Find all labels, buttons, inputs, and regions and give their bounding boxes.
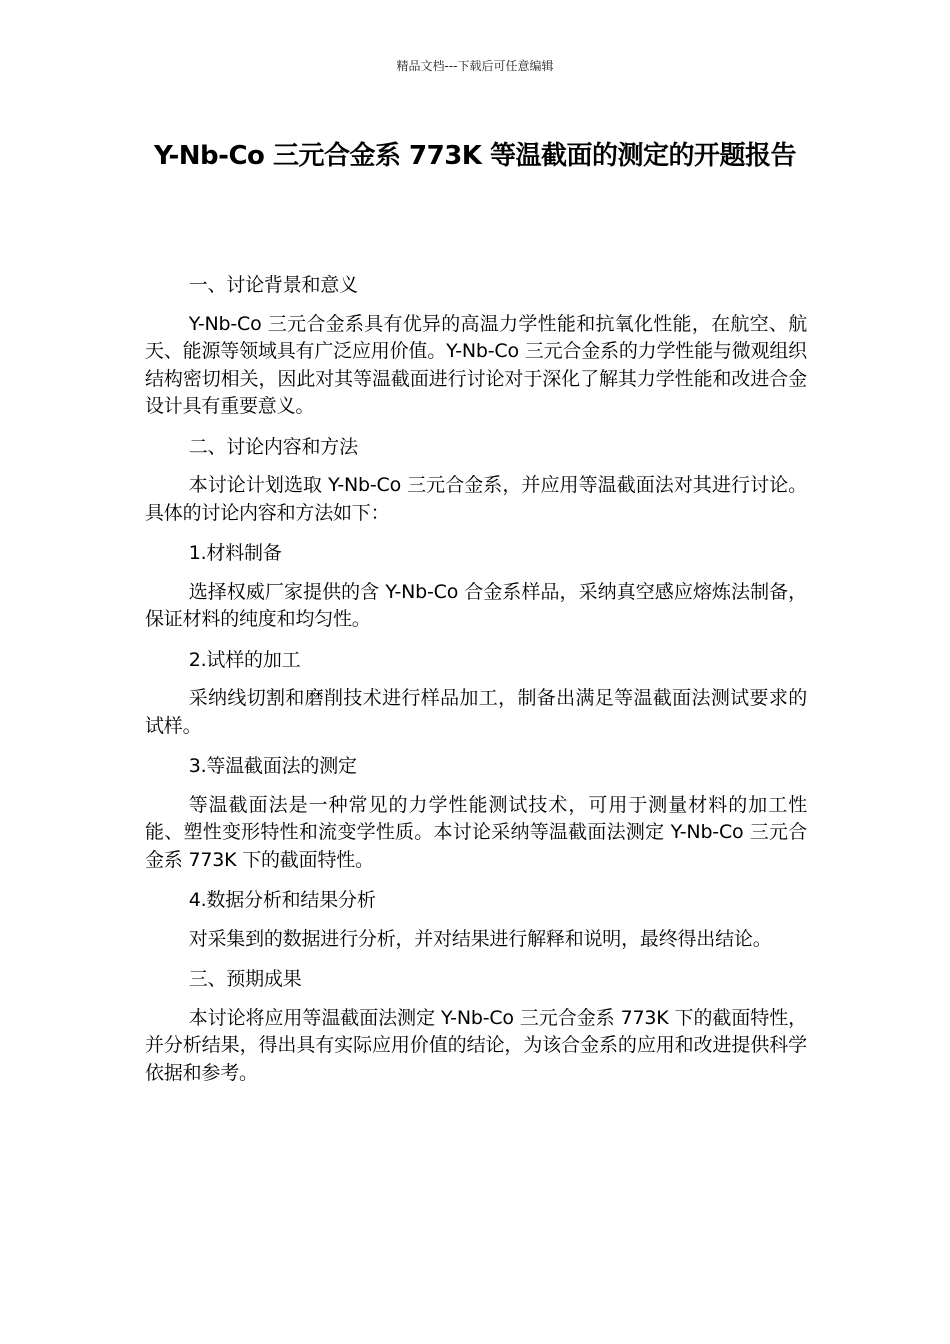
- document-title: Y-Nb-Co 三元合金系 773K 等温截面的测定的开题报告: [154, 141, 796, 171]
- section-heading-expected-results: 三、预期成果: [188, 968, 302, 990]
- paragraph-material-prep: 选择权威厂家提供的含 Y-Nb-Co 合金系样品，采纳真空感应熔炼法制备，保证材料的纯度和均匀性。: [145, 580, 807, 630]
- paragraph-background: Y-Nb-Co 三元合金系具有优异的高温力学性能和抗氧化性能，在航空、航天、能源等领域具有广泛应用价值。Y-Nb-Co 三元合金系的力学性能与微观组织结构密切相关，因此对其等温截面进行讨论对于深化了解其力学性能和改进合金设计具有重要意义。: [145, 312, 807, 417]
- paragraph-expected-results: 本讨论将应用等温截面法测定 Y-Nb-Co 三元合金系 773K 下的截面特性，并分析结果，得出具有实际应用价值的结论，为该合金系的应用和改进提供科学依据和参考。: [145, 1006, 807, 1084]
- page-header: 精品文档---下载后可任意编辑: [396, 59, 554, 73]
- paragraph-methods: 本讨论计划选取 Y-Nb-Co 三元合金系，并应用等温截面法对其进行讨论。具体的讨论内容和方法如下：: [145, 474, 807, 524]
- subheading-data-analysis: 4.数据分析和结果分析: [188, 889, 376, 911]
- subheading-isothermal-section: 3.等温截面法的测定: [188, 755, 357, 777]
- paragraph-isothermal-section: 等温截面法是一种常见的力学性能测试技术，可用于测量材料的加工性能、塑性变形特性和流变学性质。本讨论采纳等温截面法测定 Y-Nb-Co 三元合金系 773K 下的截面特性。: [145, 793, 807, 871]
- subheading-sample-processing: 2.试样的加工: [188, 648, 301, 671]
- paragraph-data-analysis: 对采集到的数据进行分析，并对结果进行解释和说明，最终得出结论。: [188, 927, 772, 950]
- paragraph-sample-processing: 采纳线切割和磨削技术进行样品加工，制备出满足等温截面法测试要求的试样。: [145, 687, 807, 737]
- section-heading-methods: 二、讨论内容和方法: [188, 435, 358, 458]
- section-heading-background: 一、讨论背景和意义: [188, 274, 358, 296]
- document-body: [145, 272, 807, 1100]
- subheading-material-prep: 1.材料制备: [188, 542, 282, 564]
